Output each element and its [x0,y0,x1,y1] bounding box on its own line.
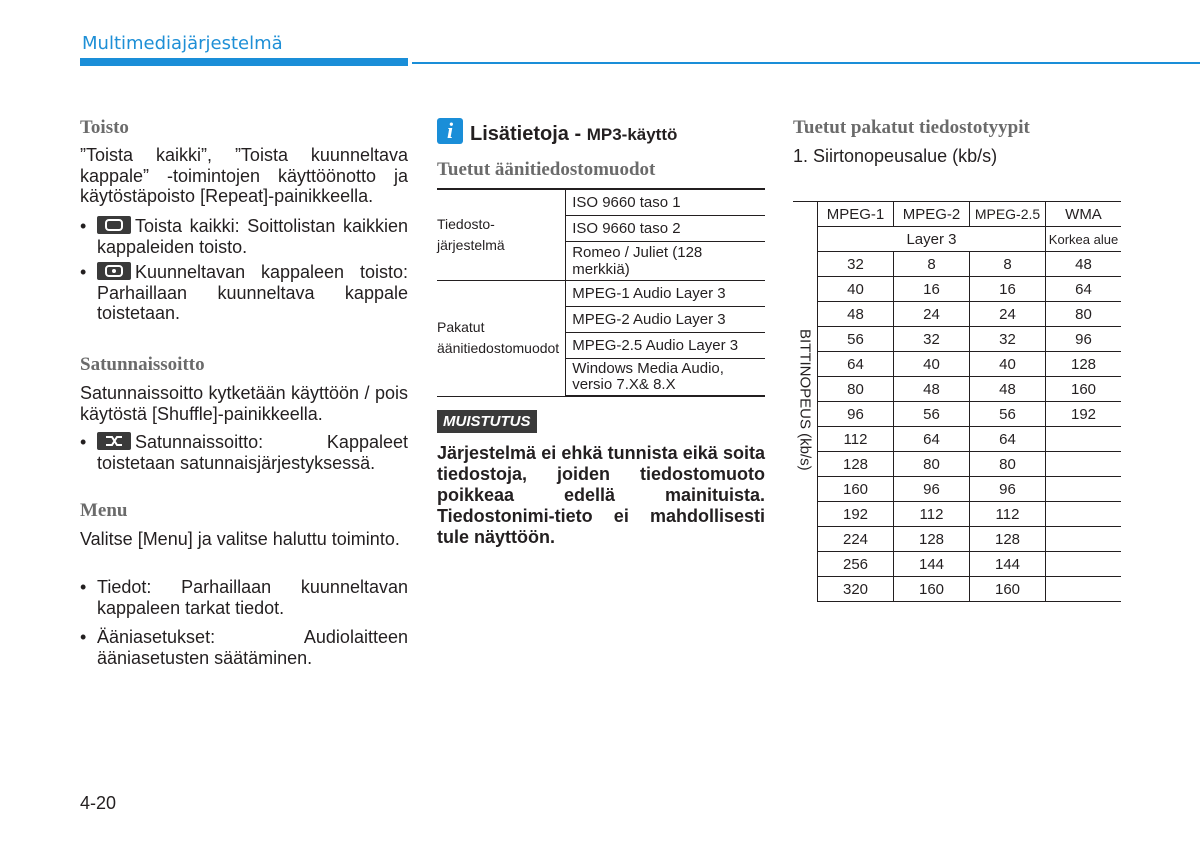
table-cell [1046,427,1122,452]
table-cell: 160 [970,577,1046,602]
table-cell: 8 [970,252,1046,277]
table-cell: 32 [818,252,894,277]
table-cell: ISO 9660 taso 2 [566,216,765,242]
table-cell: Romeo / Juliet (128 merkkiä) [566,242,765,281]
table-cell: 40 [970,352,1046,377]
table-cell: 112 [970,502,1046,527]
table-cell: 128 [1046,352,1122,377]
table-cell: 112 [894,502,970,527]
list-item: • Ääniasetukset: Audiolaitteen ääniasetusten säätäminen. [80,627,408,668]
table-row [793,452,1121,477]
table-cell: 160 [894,577,970,602]
table-cell: Korkea alue [1046,227,1122,252]
table-row [793,227,1121,252]
table-cell: 48 [894,377,970,402]
table-cell [1046,502,1122,527]
list-item: • Kuunneltavan kappaleen toisto: Parhaillaan kuunneltava kappale toistetaan. [80,262,408,323]
formats-heading: Tuetut äänitiedostomuodot [437,159,656,180]
table-cell [1046,577,1122,602]
table-cell: 96 [818,402,894,427]
table-row [793,477,1121,502]
table-cell: 80 [894,452,970,477]
table-cell: 160 [1046,377,1122,402]
table-cell [1046,552,1122,577]
table-row [793,402,1121,427]
bullet-text: Toista kaikki: Soittolistan kaikkien kappaleiden toisto. [97,216,408,257]
table-cell: 64 [1046,277,1122,302]
table-cell [1046,477,1122,502]
section-title: Multimediajärjestelmä [82,33,283,54]
table-cell: 56 [970,402,1046,427]
info-title-main: Lisätietoja - [470,123,582,145]
list-item: • Satunnaissoitto: Kappaleet toistetaan satunnaisjärjestyksessä. [80,432,408,473]
table-cell [1046,527,1122,552]
table-row [793,327,1121,352]
table-cell: 80 [1046,302,1122,327]
table-row [437,189,765,216]
satunnaissoitto-text: Satunnaissoitto kytketään käyttöön / pois käytöstä [Shuffle]-painikkeella. [80,383,408,424]
table-row [793,252,1121,277]
table-row [793,527,1121,552]
table-cell: 192 [1046,402,1122,427]
table-row [437,281,765,307]
table-cell: 112 [818,427,894,452]
menu-heading: Menu [80,500,128,521]
table-cell [793,202,818,602]
table-cell: 24 [894,302,970,327]
table-cell: MPEG-2 Audio Layer 3 [566,307,765,333]
table-cell: 16 [894,277,970,302]
table-header: WMA [1046,202,1122,227]
bullet-text: Ääniasetukset: Audiolaitteen ääniasetusten säätäminen. [97,627,408,668]
table-cell: 56 [894,402,970,427]
table-row [793,577,1121,602]
table-cell: 224 [818,527,894,552]
formats-table [437,188,765,397]
table-cell: 96 [970,477,1046,502]
table-cell: ISO 9660 taso 1 [566,189,765,216]
table-row [793,302,1121,327]
toisto-text: ”Toista kaikki”, ”Toista kuunneltava kappale” -toimintojen käyttöönotto ja käytöstäpoisto [Repeat]-painikkeella. [80,145,408,206]
table-cell: 40 [894,352,970,377]
table-cell: MPEG-2.5 Audio Layer 3 [566,333,765,359]
table-cell: Windows Media Audio, versio 7.X& 8.X [566,359,765,397]
list-item: • Tiedot: Parhaillaan kuunneltavan kappaleen tarkat tiedot. [80,577,408,618]
toisto-heading: Toisto [80,117,129,138]
table-cell: Tiedosto-järjestelmä [437,189,566,281]
table-row [793,502,1121,527]
info-title [470,123,677,146]
bullet-text: Kuunneltavan kappaleen toisto: Parhaillaan kuunneltava kappale toistetaan. [97,262,408,323]
table-row [793,377,1121,402]
table-cell: 48 [1046,252,1122,277]
table-row [793,202,1121,227]
bullet-text: Satunnaissoitto: Kappaleet toistetaan satunnaisjärjestyksessä. [97,432,408,473]
bitrate-table [793,201,1121,602]
satunnaissoitto-heading: Satunnaissoitto [80,354,205,375]
table-cell: Layer 3 [818,227,1046,252]
bullet-text: Tiedot: Parhaillaan kuunneltavan kappaleen tarkat tiedot. [97,577,408,618]
table-cell: 80 [970,452,1046,477]
table-cell: 64 [970,427,1046,452]
page-number: 4-20 [80,793,117,813]
table-cell: 96 [1046,327,1122,352]
table-cell: 8 [894,252,970,277]
table-cell: 32 [970,327,1046,352]
repeat-all-icon [97,216,131,234]
notice-text: Järjestelmä ei ehkä tunnista eikä soita tiedostoja, joiden tiedostomuoto poikkeaa edellä mainituista. Tiedostonimi-tieto ei mahdollisesti tule näyttöön. [437,443,765,547]
table-cell: Pakatut äänitiedostomuodot [437,281,566,397]
shuffle-icon [97,432,131,450]
table-cell: 160 [818,477,894,502]
table-cell: 56 [818,327,894,352]
table-cell: 320 [818,577,894,602]
table-cell: 24 [970,302,1046,327]
table-cell: 16 [970,277,1046,302]
table-cell: 40 [818,277,894,302]
table-cell: 64 [894,427,970,452]
header-rule-thin [412,62,1200,64]
table-row [793,552,1121,577]
table-cell: 128 [970,527,1046,552]
table-cell: 64 [818,352,894,377]
list-item: • Toista kaikki: Soittolistan kaikkien kappaleiden toisto. [80,216,408,257]
notice-label: MUISTUTUS [437,410,537,433]
table-cell [1046,452,1122,477]
bitrate-heading: Tuetut pakatut tiedostotyypit [793,117,1030,138]
table-cell: MPEG-1 Audio Layer 3 [566,281,765,307]
bitrate-subheading: 1. Siirtonopeusalue (kb/s) [793,146,998,166]
table-header: MPEG-1 [818,202,894,227]
header-rule-thick [80,58,408,66]
table-cell: 80 [818,377,894,402]
table-row [793,277,1121,302]
table-cell: 128 [818,452,894,477]
table-cell: 144 [894,552,970,577]
table-header: MPEG-2.5 [970,202,1046,227]
table-row [793,427,1121,452]
vertical-label: BITTINOPEUS (kb/s) [796,328,814,471]
table-cell: 48 [970,377,1046,402]
table-cell: 32 [894,327,970,352]
table-cell: 144 [970,552,1046,577]
table-cell: 192 [818,502,894,527]
table-cell: 128 [894,527,970,552]
table-cell: 48 [818,302,894,327]
table-cell: 256 [818,552,894,577]
menu-text: Valitse [Menu] ja valitse haluttu toiminto. [80,529,400,549]
table-cell: 96 [894,477,970,502]
info-title-sub: MP3-käyttö [586,125,678,144]
table-row [793,352,1121,377]
table-header: MPEG-2 [894,202,970,227]
repeat-one-icon [97,262,131,280]
info-icon: i [437,118,463,144]
